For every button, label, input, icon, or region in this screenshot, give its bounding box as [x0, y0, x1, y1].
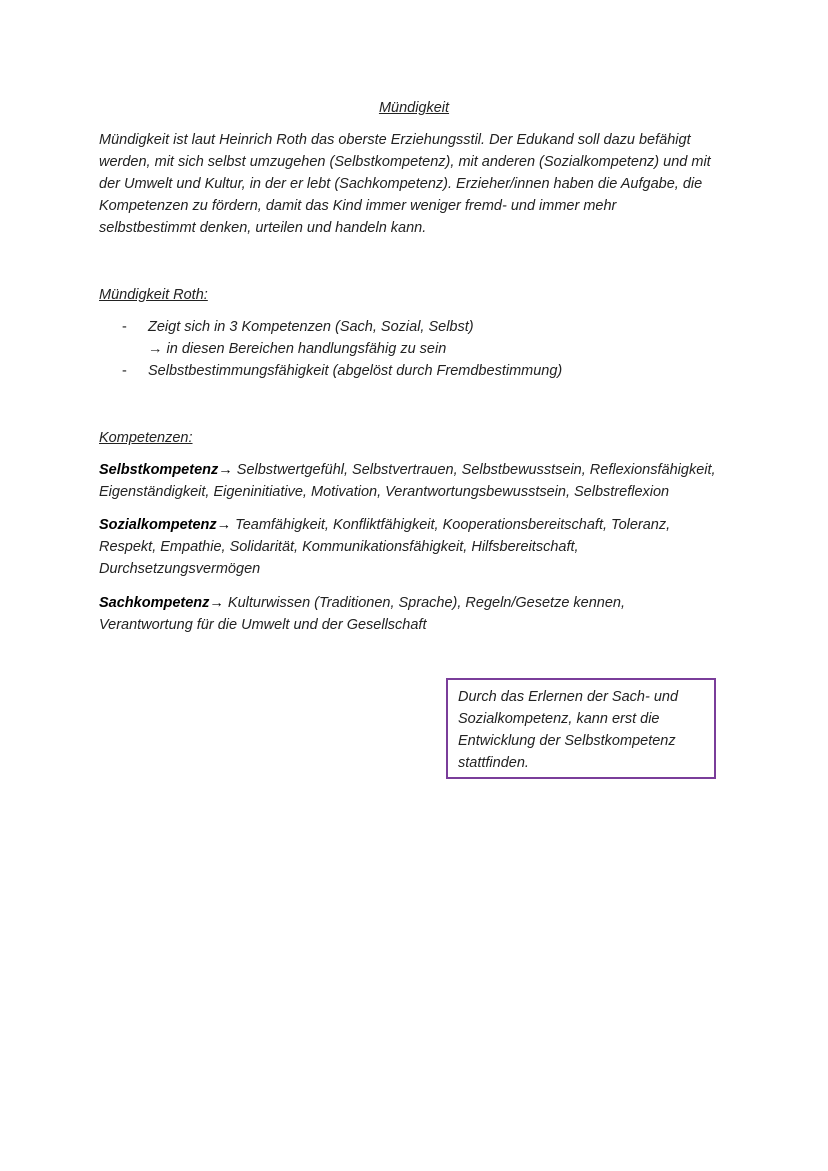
competence-line: Kulturwissen (Traditionen, Sprache), Regeln/Gesetze kennen, — [223, 595, 626, 611]
intro-line: Mündigkeit ist laut Heinrich Roth das oberste Erziehungsstil. Der Edukand soll dazu befähigt — [99, 132, 691, 148]
list-item — [99, 316, 749, 338]
competence-line: Eigenständigkeit, Eigeninitiative, Motivation, Verantwortungsbewusstsein, Selbstreflexion — [99, 484, 670, 500]
bullet-subline: → in diesen Bereichen handlungsfähig zu sein — [148, 341, 447, 357]
competence-line: Respekt, Empathie, Solidarität, Kommunikationsfähigkeit, Hilfsbereitschaft, — [99, 539, 579, 555]
section-heading-roth: Mündigkeit Roth: — [99, 287, 208, 303]
competence-term: Sachkompetenz→ — [99, 595, 224, 611]
section-heading-kompetenzen: Kompetenzen: — [99, 430, 193, 446]
competence-term: Sozialkompetenz→ — [99, 517, 232, 533]
intro-line: der Umwelt und Kultur, in der er lebt (Sachkompetenz). Erzieher/innen haben die Aufgabe, die — [99, 176, 703, 192]
competence-sozial — [99, 514, 759, 580]
bullet-dash: - — [122, 363, 127, 379]
intro-line: Kompetenzen zu fördern, damit das Kind immer weniger fremd- und immer mehr — [99, 198, 617, 214]
competence-term: Selbstkompetenz→ — [99, 462, 233, 478]
note-box — [446, 678, 716, 779]
competence-line: Selbstwertgefühl, Selbstvertrauen, Selbstbewusstsein, Reflexionsfähigkeit, — [232, 462, 716, 478]
competence-selbst — [99, 459, 759, 503]
note-line: Sozialkompetenz, kann erst die — [458, 711, 660, 727]
intro-line: selbstbestimmt denken, urteilen und handeln kann. — [99, 220, 427, 236]
roth-bullet-list — [99, 316, 749, 382]
bullet-text: Selbstbestimmungsfähigkeit (abgelöst durch Fremdbestimmung) — [148, 363, 563, 379]
competence-sach — [99, 592, 759, 636]
list-item — [99, 360, 749, 382]
page-title: Mündigkeit — [378, 100, 450, 116]
competence-line: Durchsetzungsvermögen — [99, 561, 261, 577]
intro-paragraph — [99, 129, 749, 239]
intro-line: werden, mit sich selbst umzugehen (Selbstkompetenz), mit anderen (Sozialkompetenz) und mit — [99, 154, 711, 170]
bullet-dash: - — [122, 319, 127, 335]
competence-line: Verantwortung für die Umwelt und der Gesellschaft — [99, 617, 427, 633]
note-line: Durch das Erlernen der Sach- und — [458, 689, 679, 705]
bullet-text: Zeigt sich in 3 Kompetenzen (Sach, Sozial, Selbst) — [148, 319, 474, 335]
note-line: stattfinden. — [458, 755, 529, 771]
competence-line: Teamfähigkeit, Konfliktfähigkeit, Kooperationsbereitschaft, Toleranz, — [231, 517, 671, 533]
note-line: Entwicklung der Selbstkompetenz — [458, 733, 676, 749]
